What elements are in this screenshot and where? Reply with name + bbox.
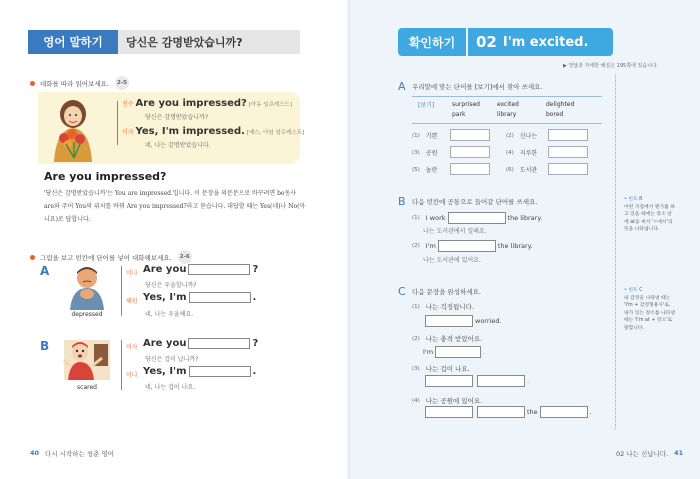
question-number: (1) <box>412 132 420 139</box>
answer-box[interactable] <box>450 129 490 141</box>
dialog-divider <box>117 101 118 145</box>
hint-divider <box>615 74 616 429</box>
lesson-title-text: I'm excited. <box>502 34 589 50</box>
audio-track-badge[interactable]: 2-6 <box>178 250 192 264</box>
section-c-instruction: 다음 문장을 완성하세요. <box>412 288 481 296</box>
korean-word: 도서관 <box>519 167 538 174</box>
instruction-text: 대화를 따라 읽어보세요. <box>40 79 109 88</box>
dialog-korean: 네, 나는 감명받았습니다. <box>145 142 211 149</box>
hint-title: • 힌트 B <box>624 197 643 202</box>
sentence-end: . <box>527 377 530 385</box>
speaker-name: 혜원 <box>126 298 138 305</box>
secA-item-4 <box>506 148 537 157</box>
korean-translation: 나는 도서관에 있어요. <box>423 257 481 264</box>
section-a-instruction: 우리말에 맞는 단어를 [보기]에서 찾아 쓰세요. <box>412 83 543 91</box>
korean-word: 놀란 <box>425 167 438 174</box>
sentence-end: worried. <box>475 317 502 325</box>
word-bank-word: delighted <box>546 101 575 108</box>
page-number: 41 <box>674 449 684 457</box>
book-title: 다시 시작하는 청춘 영어 <box>45 450 115 458</box>
hint-b <box>624 196 676 234</box>
exercise-english: Yes, I'm <box>143 292 187 303</box>
picture-label: depressed <box>71 311 103 318</box>
question-number: (3) <box>412 149 420 156</box>
sentence-end: . <box>589 408 592 416</box>
right-title-bar <box>398 28 613 56</box>
dialog-line-1 <box>122 98 292 109</box>
hint-text: 내 감정을 나타낼 때는 'I'm + 감정형용사'로, 내가 있는 장소를 나타낼 때는 'I'm at + 장소'로 말합니다. <box>624 295 675 331</box>
answer-blank[interactable] <box>189 366 251 377</box>
sentence-middle: the <box>527 408 538 416</box>
dialog-pronunciation: [예스, 아임 임프레스트] <box>246 130 305 136</box>
exercise-a-line-1 <box>143 264 258 275</box>
page-number: 40 <box>30 449 40 457</box>
dialog-korean: 당신은 감명받았습니까? <box>145 114 209 121</box>
secB-item-2 <box>412 240 533 252</box>
korean-word: 신나는 <box>519 133 538 140</box>
korean-translation: 나는 도서관에서 일해요. <box>423 228 487 235</box>
word-bank-word: surprised <box>452 101 480 108</box>
lesson-title: 당신은 감명받았습니까? <box>118 30 300 54</box>
speaker-name: 미나 <box>126 372 138 379</box>
sentence-end: . <box>483 348 486 356</box>
audio-track-badge[interactable]: 2-5 <box>115 76 129 90</box>
answer-box[interactable] <box>548 129 588 141</box>
exercise-divider <box>121 266 122 316</box>
hint-title: • 힌트 C <box>624 288 643 293</box>
grammar-explanation: '당신은 감명받았습니까'는 You are impressed.입니다. 이 문장을 의문문으로 바꾸려면 be동사 are와 주어 You의 위치를 바꿔 Are you impressed?라고 묻습니다. 대답할 때는 Yes(네)나 No(아니요)로 답합니다. <box>44 190 306 223</box>
question-number: (4) <box>506 149 514 156</box>
answer-blank[interactable] <box>188 338 250 349</box>
answer-blank[interactable] <box>189 292 251 303</box>
question-number: (2) <box>412 243 420 249</box>
section-letter-a: A <box>398 80 406 93</box>
exercise-korean: 네, 나는 겁이 나요. <box>145 384 196 391</box>
secB-item-1 <box>412 212 542 224</box>
sentence-end: . <box>252 366 257 377</box>
sentence-end: the library. <box>507 214 543 222</box>
section-letter-b: B <box>398 195 406 208</box>
exercise-b-line-2 <box>143 366 256 377</box>
answer-box[interactable] <box>548 163 588 175</box>
secC-item-4-answer <box>423 406 592 418</box>
exercise-b-line-1 <box>143 338 258 349</box>
dialog-english: Are you impressed? <box>135 98 247 109</box>
picture-label: scared <box>77 384 97 391</box>
exercise-korean: 당신은 겁이 납니까? <box>145 356 199 363</box>
answer-blank[interactable] <box>540 406 588 418</box>
section-tab: 영어 말하기 <box>28 30 118 54</box>
answer-blank[interactable] <box>477 406 525 418</box>
korean-sentence: 나는 공원에 있어요. <box>425 397 483 405</box>
korean-sentence: 나는 겁이 나요. <box>425 365 470 373</box>
exercise-english: Yes, I'm <box>143 366 187 377</box>
hint-c <box>624 287 676 332</box>
question-number: (4) <box>412 397 420 404</box>
speaker-name: 미자 <box>126 344 138 351</box>
secC-item-2-prompt <box>412 334 482 343</box>
word-bank-word: park <box>452 111 466 118</box>
sentence-end: . <box>252 292 257 303</box>
dialog-english: Yes, I'm impressed. <box>135 126 245 137</box>
answer-box[interactable] <box>450 163 490 175</box>
korean-sentence: 나는 충격 받았어요. <box>425 335 483 343</box>
speaker-name: 미자 <box>122 129 134 136</box>
secC-item-1-prompt <box>412 302 474 311</box>
word-bank-word: library <box>497 111 517 118</box>
bullet-dot-icon <box>30 255 35 260</box>
korean-word: 지루한 <box>519 150 538 157</box>
sentence-start: I'm <box>423 348 434 356</box>
answer-blank[interactable] <box>435 346 481 358</box>
secC-item-3-answer <box>423 375 529 387</box>
question-number: (6) <box>506 166 514 173</box>
question-number: (5) <box>412 166 420 173</box>
question-number: (2) <box>412 335 420 342</box>
question-number: (1) <box>412 215 420 221</box>
exercise-korean: 당신은 우울합니까? <box>145 282 197 289</box>
word-bank-word: bored <box>546 111 564 118</box>
secC-item-3-prompt <box>412 364 470 373</box>
grammar-heading: Are you impressed? <box>44 170 167 183</box>
chapter-title: 02 나는 신납니다. <box>616 450 669 458</box>
scared-person-illustration <box>62 338 112 382</box>
secC-item-2-answer <box>423 346 485 358</box>
lesson-number: 02 <box>476 33 497 51</box>
sentence-start: I work <box>425 214 446 222</box>
exercise-english: Are you <box>143 338 187 349</box>
exercise-english: Are you <box>143 264 187 275</box>
bullet-dot-icon <box>30 81 35 86</box>
word-bank-label: [보기] <box>418 102 435 109</box>
section-b-instruction: 다음 빈칸에 공통으로 들어갈 단어를 쓰세요. <box>412 198 538 206</box>
exercise-letter-b: B <box>40 339 50 353</box>
exercise-korean: 네, 나는 우울해요. <box>145 311 194 318</box>
korean-word: 공원 <box>425 150 438 157</box>
hint-text: 어떤 지점에서 뭔가를 하고 있을 때에는 장소 앞에 at을 써서 '~에서'의 뜻을 나타냅니다. <box>624 204 675 232</box>
word-bank-word: excited <box>497 101 519 108</box>
secA-item-6 <box>506 165 537 174</box>
question-number: (1) <box>412 303 420 310</box>
right-footer <box>616 449 683 458</box>
speaker-name: 진수 <box>122 101 134 108</box>
section-letter-c: C <box>398 285 406 298</box>
secC-item-4-prompt <box>412 396 482 405</box>
depressed-person-illustration <box>62 264 112 310</box>
instruction-practice <box>30 250 192 264</box>
answer-blank[interactable] <box>438 240 496 252</box>
answer-blank[interactable] <box>477 375 525 387</box>
sentence-end: the library. <box>497 242 533 250</box>
woman-with-flowers-illustration <box>44 96 102 162</box>
answer-blank[interactable] <box>425 406 473 418</box>
exercise-divider <box>121 340 122 390</box>
sentence-end: ? <box>252 264 259 275</box>
section-tab: 확인하기 <box>398 28 466 56</box>
korean-word: 기쁜 <box>425 133 438 140</box>
secC-item-1-answer <box>423 315 502 327</box>
secA-item-2 <box>506 131 537 140</box>
answer-blank[interactable] <box>425 315 473 327</box>
answer-box[interactable] <box>548 146 588 158</box>
lesson-title <box>468 28 613 56</box>
dialog-line-2 <box>122 126 304 137</box>
answer-blank[interactable] <box>425 375 473 387</box>
sentence-end: ? <box>252 338 259 349</box>
sentence-start: I'm <box>425 242 436 250</box>
exercise-a-line-2 <box>143 292 256 303</box>
answer-blank[interactable] <box>188 264 250 275</box>
secA-item-1 <box>412 131 437 140</box>
question-number: (3) <box>412 365 420 372</box>
dialog-pronunciation: [아유 임프레스드] <box>248 102 292 108</box>
answer-blank[interactable] <box>448 212 506 224</box>
question-number: (2) <box>506 132 514 139</box>
answer-box[interactable] <box>450 146 490 158</box>
left-footer <box>30 449 114 458</box>
secA-item-3 <box>412 148 437 157</box>
instruction-read-dialog <box>30 76 129 90</box>
korean-sentence: 나는 걱정됩니다. <box>425 303 474 311</box>
speaker-name: 미나 <box>126 270 138 277</box>
secA-item-5 <box>412 165 437 174</box>
answer-note: ▶ 정답과 자세한 해설은 195쪽에 있습니다. <box>563 63 659 69</box>
left-title-bar <box>28 30 300 54</box>
instruction-text: 그림을 보고 빈칸에 단어를 넣어 대화해보세요. <box>40 253 172 262</box>
exercise-letter-a: A <box>40 264 50 278</box>
